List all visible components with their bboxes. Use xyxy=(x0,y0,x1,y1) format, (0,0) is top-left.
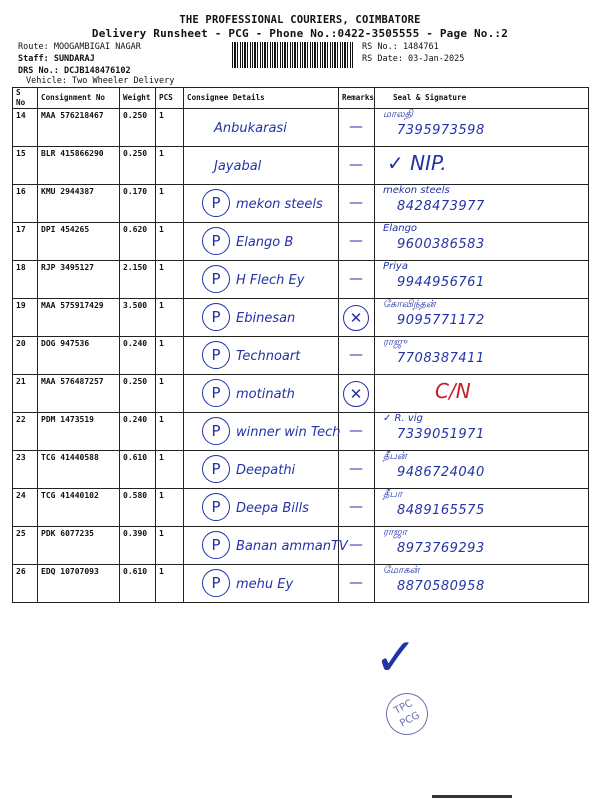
cell-remarks xyxy=(339,223,375,261)
cell-remarks xyxy=(339,337,375,375)
cell-remarks xyxy=(339,261,375,299)
signature-name: ✓ R. vig xyxy=(383,413,423,424)
cancel-x-icon: ✕ xyxy=(343,305,369,331)
cell-consignee xyxy=(184,261,339,299)
table-row xyxy=(13,223,589,261)
table-header xyxy=(13,88,589,109)
signature-phone: 7339051971 xyxy=(397,427,485,442)
cell-sno: 24 xyxy=(13,489,38,527)
stamp-line-2: PCG xyxy=(398,710,422,730)
cell-remarks xyxy=(339,375,375,413)
consignee-name: Banan ammanTV xyxy=(236,539,348,554)
cell-weight: 0.610 xyxy=(120,451,156,489)
col-sno: S No xyxy=(13,88,38,109)
table-row xyxy=(13,565,589,603)
cell-weight: 0.170 xyxy=(120,185,156,223)
table-row xyxy=(13,147,589,185)
consignee-name: Technoart xyxy=(236,349,301,364)
cell-sno: 23 xyxy=(13,451,38,489)
remark-dash: — xyxy=(349,119,363,135)
cell-consignment: DOG 947536 xyxy=(38,337,120,375)
signature-phone: 9486724040 xyxy=(397,465,485,480)
table-row xyxy=(13,337,589,375)
delivered-p-icon: P xyxy=(202,531,230,559)
delivered-p-icon: P xyxy=(202,455,230,483)
consignee-name: mehu Ey xyxy=(236,577,294,592)
cell-signature xyxy=(375,299,589,337)
consignee-name: mekon steels xyxy=(236,197,323,212)
delivered-p-icon: P xyxy=(202,189,230,217)
remark-dash: — xyxy=(349,157,363,173)
company-title: THE PROFESSIONAL COURIERS, COIMBATORE xyxy=(179,14,421,26)
cell-consignment: BLR 415866290 xyxy=(38,147,120,185)
cell-consignment: MAA 575917429 xyxy=(38,299,120,337)
signature-phone: 9944956761 xyxy=(397,275,485,290)
cell-pcs: 1 xyxy=(156,299,184,337)
vehicle-label: Vehicle: Two Wheeler Delivery xyxy=(26,76,175,86)
cell-consignment: EDQ 10707093 xyxy=(38,565,120,603)
cell-pcs: 1 xyxy=(156,337,184,375)
col-signature: Seal & Signature xyxy=(375,88,589,109)
consignee-name: winner win Tech xyxy=(236,425,341,440)
signature-name: ராஜா xyxy=(383,527,407,538)
cell-pcs: 1 xyxy=(156,413,184,451)
cell-sno: 15 xyxy=(13,147,38,185)
cell-sno: 16 xyxy=(13,185,38,223)
signature-name: மோகன் xyxy=(383,565,420,576)
route-label: Route: MOOGAMBIGAI NAGAR xyxy=(18,42,141,52)
table-row xyxy=(13,109,589,147)
signature-name: கோவிந்தன் xyxy=(383,299,436,310)
delivered-p-icon: P xyxy=(202,265,230,293)
cell-consignment: RJP 3495127 xyxy=(38,261,120,299)
check-mark-icon: ✓ xyxy=(374,628,418,688)
cell-signature xyxy=(375,413,589,451)
company-seal-stamp xyxy=(379,686,436,743)
cell-sno: 26 xyxy=(13,565,38,603)
cell-weight: 0.250 xyxy=(120,375,156,413)
cell-signature xyxy=(375,527,589,565)
cell-consignment: KMU 2944387 xyxy=(38,185,120,223)
cell-remarks xyxy=(339,147,375,185)
cell-sno: 17 xyxy=(13,223,38,261)
cell-sno: 14 xyxy=(13,109,38,147)
signature-name: தீபன் xyxy=(383,451,407,462)
cell-consignee xyxy=(184,375,339,413)
remark-dash: — xyxy=(349,347,363,363)
consignee-name: Jayabal xyxy=(214,159,262,174)
signature-phone: 8870580958 xyxy=(397,579,485,594)
signature-name: Elango xyxy=(383,223,418,234)
remark-dash: — xyxy=(349,195,363,211)
table-row xyxy=(13,299,589,337)
cell-consignee xyxy=(184,223,339,261)
drs-value: DRS No.: DCJB148476102 xyxy=(18,66,131,76)
cell-pcs: 1 xyxy=(156,527,184,565)
scan-smudge xyxy=(432,795,512,798)
cell-weight: 0.580 xyxy=(120,489,156,527)
delivered-p-icon: P xyxy=(202,569,230,597)
cell-signature xyxy=(375,223,589,261)
staff-label xyxy=(18,54,95,64)
consignee-name: Anbukarasi xyxy=(214,121,287,136)
cell-signature xyxy=(375,451,589,489)
cell-pcs: 1 xyxy=(156,565,184,603)
consignee-name: Deepa Bills xyxy=(236,501,309,516)
cell-pcs: 1 xyxy=(156,147,184,185)
cell-signature xyxy=(375,185,589,223)
signature-name: மாலதி xyxy=(383,109,413,120)
consignee-name: motinath xyxy=(236,387,295,402)
col-consignee: Consignee Details xyxy=(184,88,339,109)
cell-remarks xyxy=(339,109,375,147)
cell-consignee xyxy=(184,147,339,185)
cell-sno: 21 xyxy=(13,375,38,413)
cell-consignee xyxy=(184,451,339,489)
cell-remarks xyxy=(339,527,375,565)
cell-consignee xyxy=(184,413,339,451)
consignee-name: H Flech Ey xyxy=(236,273,305,288)
cell-consignment: PDM 1473519 xyxy=(38,413,120,451)
cell-weight: 2.150 xyxy=(120,261,156,299)
delivered-p-icon: P xyxy=(202,227,230,255)
signature-name: Priya xyxy=(383,261,408,272)
cell-consignment: DPI 454265 xyxy=(38,223,120,261)
barcode xyxy=(232,42,354,68)
remark-dash: — xyxy=(349,423,363,439)
cell-consignment: PDK 6077235 xyxy=(38,527,120,565)
signature-phone: 8428473977 xyxy=(397,199,485,214)
consignee-name: Deepathi xyxy=(236,463,296,478)
cell-remarks xyxy=(339,413,375,451)
signature-phone: 8489165575 xyxy=(397,503,485,518)
signature-phone: 7395973598 xyxy=(397,123,485,138)
delivered-p-icon: P xyxy=(202,303,230,331)
cell-consignment: TCG 41440102 xyxy=(38,489,120,527)
col-pcs: PCS xyxy=(156,88,184,109)
cell-signature xyxy=(375,565,589,603)
delivered-p-icon: P xyxy=(202,341,230,369)
cell-consignment: MAA 576218467 xyxy=(38,109,120,147)
cell-remarks xyxy=(339,185,375,223)
signature-phone: 7708387411 xyxy=(397,351,485,366)
cell-signature xyxy=(375,261,589,299)
table-row xyxy=(13,375,589,413)
table-row xyxy=(13,489,589,527)
stamp-line-1: TPC xyxy=(392,698,415,717)
cell-signature xyxy=(375,147,589,185)
remark-dash: — xyxy=(349,461,363,477)
remark-dash: — xyxy=(349,537,363,553)
cell-signature xyxy=(375,109,589,147)
cell-pcs: 1 xyxy=(156,451,184,489)
cell-signature xyxy=(375,375,589,413)
cell-pcs: 1 xyxy=(156,185,184,223)
cell-weight: 0.610 xyxy=(120,565,156,603)
cell-consignment: TCG 41440588 xyxy=(38,451,120,489)
cell-sno: 25 xyxy=(13,527,38,565)
col-consignment: Consignment No xyxy=(38,88,120,109)
table-row xyxy=(13,527,589,565)
col-weight: Weight xyxy=(120,88,156,109)
cell-signature xyxy=(375,337,589,375)
cell-remarks xyxy=(339,489,375,527)
table-row xyxy=(13,451,589,489)
table-row xyxy=(13,261,589,299)
cell-weight: 3.500 xyxy=(120,299,156,337)
cell-weight: 0.390 xyxy=(120,527,156,565)
signature-phone: 8973769293 xyxy=(397,541,485,556)
cell-sno: 20 xyxy=(13,337,38,375)
remark-dash: — xyxy=(349,499,363,515)
cell-consignment: MAA 576487257 xyxy=(38,375,120,413)
cell-remarks xyxy=(339,299,375,337)
table-row xyxy=(13,413,589,451)
delivered-p-icon: P xyxy=(202,493,230,521)
rs-date-label: RS Date: 03-Jan-2025 xyxy=(362,54,465,64)
consignee-name: Elango B xyxy=(236,235,294,250)
delivered-p-icon: P xyxy=(202,379,230,407)
cell-signature xyxy=(375,489,589,527)
col-remarks: Remarks xyxy=(339,88,375,109)
runsheet-subtitle: Delivery Runsheet - PCG - Phone No.:0422-3505555 - Page No.:2 xyxy=(91,27,509,40)
cell-sno: 22 xyxy=(13,413,38,451)
table-row xyxy=(13,185,589,223)
signature-phone: 9095771172 xyxy=(397,313,485,328)
signature-name: ராஜு xyxy=(383,337,407,348)
signature-name: C/N xyxy=(435,379,471,403)
cell-consignee xyxy=(184,109,339,147)
cell-pcs: 1 xyxy=(156,223,184,261)
drs-label xyxy=(18,66,131,76)
cell-pcs: 1 xyxy=(156,261,184,299)
cell-weight: 0.250 xyxy=(120,147,156,185)
cell-sno: 19 xyxy=(13,299,38,337)
cell-weight: 0.240 xyxy=(120,413,156,451)
cell-remarks xyxy=(339,451,375,489)
runsheet-table xyxy=(12,87,589,603)
signature-name: தீபா xyxy=(383,489,403,500)
cell-consignee xyxy=(184,527,348,565)
cell-weight: 0.250 xyxy=(120,109,156,147)
staff-value: Staff: SUNDARAJ xyxy=(18,54,95,64)
cell-weight: 0.240 xyxy=(120,337,156,375)
signature-phone: 9600386583 xyxy=(397,237,485,252)
signature-name: mekon steels xyxy=(383,185,450,196)
cell-consignee xyxy=(184,299,339,337)
cell-consignee xyxy=(184,185,339,223)
cell-pcs: 1 xyxy=(156,375,184,413)
cell-pcs: 1 xyxy=(156,109,184,147)
cell-consignee xyxy=(184,489,339,527)
cell-remarks xyxy=(339,565,375,603)
delivered-p-icon: P xyxy=(202,417,230,445)
cancel-x-icon: ✕ xyxy=(343,381,369,407)
remark-dash: — xyxy=(349,233,363,249)
signature-name: ✓ NIP. xyxy=(387,151,447,175)
cell-weight: 0.620 xyxy=(120,223,156,261)
consignee-name: Ebinesan xyxy=(236,311,296,326)
cell-sno: 18 xyxy=(13,261,38,299)
cell-pcs: 1 xyxy=(156,489,184,527)
remark-dash: — xyxy=(349,271,363,287)
remark-dash: — xyxy=(349,575,363,591)
cell-consignee xyxy=(184,337,339,375)
rs-no-label: RS No.: 1484761 xyxy=(362,42,439,52)
cell-consignee xyxy=(184,565,339,603)
